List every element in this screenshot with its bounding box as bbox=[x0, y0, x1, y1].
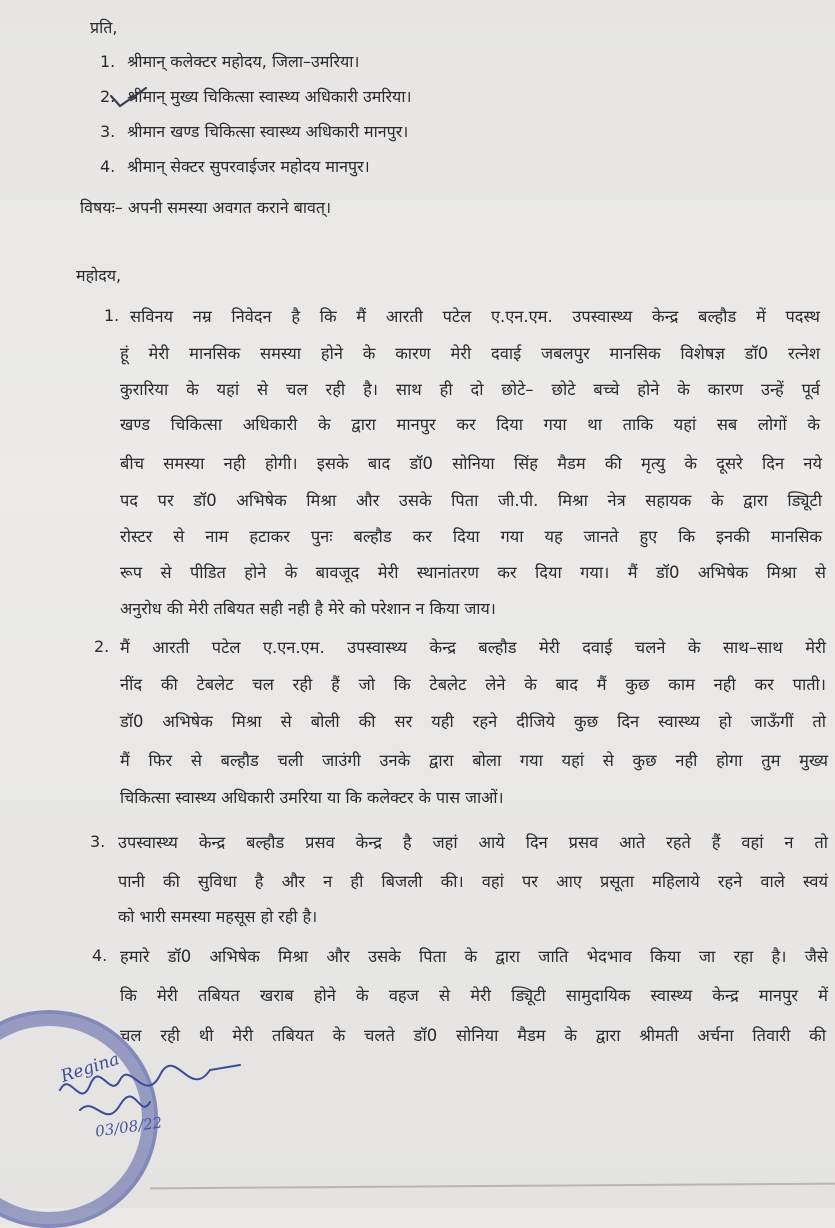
subject-line: विषयः– अपनी समस्या अवगत कराने बावत्। bbox=[80, 198, 332, 217]
paragraph-line: कुरारिया के यहां से चल रही है। साथ ही दो छोटे– छोटे बच्चे होने के कारण उन्हें पूर्व bbox=[120, 380, 820, 399]
recipient-3 bbox=[100, 120, 408, 142]
paragraph-line: मैं आरती पटेल ए.एन.एम. उपस्वास्थ्य केन्द्र बल्हौड मेरी दवाई चलने के साथ–साथ मेरी bbox=[120, 638, 826, 657]
paragraph-line: चिकित्सा स्वास्थ्य अधिकारी उमरिया या कि कलेक्टर के पास जाओं। bbox=[120, 788, 504, 807]
checkmark-icon bbox=[108, 84, 148, 110]
page-edge-shadow bbox=[150, 1183, 835, 1190]
to-label: प्रति, bbox=[90, 18, 118, 37]
paragraph-line: को भारी समस्या महसूस हो रही है। bbox=[118, 907, 318, 926]
paragraph-number: 3. bbox=[90, 832, 106, 851]
recipient-text: श्रीमान खण्ड चिकित्सा स्वास्थ्य अधिकारी मानपुर। bbox=[127, 122, 409, 141]
paragraph-line: चल रही थी मेरी तबियत के चलते डॉ0 सोनिया मैडम के द्वारा श्रीमती अर्चना तिवारी की bbox=[120, 1026, 826, 1045]
paragraph-line: कि मेरी तबियत खराब होने के वहज से मेरी ड्यिूटी सामुदायिक स्वास्थ्य केन्द्र मानपुर में bbox=[120, 986, 828, 1005]
paragraph-line: हमारे डॉ0 अभिषेक मिश्रा और उसके पिता के द्वारा जाति भेदभाव किया जा रहा है। जैसे bbox=[120, 947, 828, 966]
paragraph-line: डॉ0 अभिषेक मिश्रा से बोली की सर यही रहने दीजिये कुछ दिन स्वास्थ्य हो जाऊँगीं तो bbox=[120, 712, 826, 731]
recipient-4 bbox=[100, 155, 370, 177]
recipient-number: 3. bbox=[100, 122, 116, 141]
paragraph-number: 1. bbox=[104, 306, 120, 325]
paragraph-number: 4. bbox=[92, 946, 108, 965]
salutation: महोदय, bbox=[76, 266, 122, 285]
paragraph-line: खण्ड चिकित्सा अधिकारी के द्वारा मानपुर कर दिया गया था ताकि यहां सब लोगों के bbox=[120, 415, 820, 434]
recipient-number: 4. bbox=[100, 157, 116, 176]
paragraph-line: अनुरोध की मेरी तबियत सही नही है मेरे को परेशान न किया जाय। bbox=[120, 599, 496, 618]
paragraph-line: पानी की सुविधा है और न ही बिजली की। वहां पर आए प्रसूता महिलाये रहने वाले स्वयं bbox=[118, 872, 828, 891]
paragraph-line: बीच समस्या नही होगी। इसके बाद डॉ0 सोनिया सिंह मैडम की मृत्यु के दूसरे दिन नये bbox=[120, 454, 822, 473]
paragraph-line: रोस्टर से नाम हटाकर पुनः बल्हौड कर दिया गया यह जानते हुए कि इनकी मानसिक bbox=[120, 527, 822, 546]
recipient-number: 2. bbox=[100, 87, 116, 106]
paragraph-number: 2. bbox=[94, 637, 110, 656]
handwritten-note: Regina bbox=[58, 1049, 122, 1087]
recipient-number: 1. bbox=[100, 52, 116, 71]
paragraph-line: सविनय नम्र निवेदन है कि मैं आरती पटेल ए.एन.एम. उपस्वास्थ्य केन्द्र बल्हौड में पदस्थ bbox=[130, 307, 820, 326]
paragraph-line: पद पर डॉ0 अभिषेक मिश्रा और उसके पिता जी.पी. मिश्रा नेत्र सहायक के द्वारा ड्यिूटी bbox=[120, 491, 822, 510]
paragraph-line: उपस्वास्थ्य केन्द्र बल्हौड प्रसव केन्द्र है जहां आये दिन प्रसव आते रहते हैं वहां न तो bbox=[118, 833, 828, 852]
recipient-text: श्रीमान् मुख्य चिकित्सा स्वास्थ्य अधिकारी उमरिया। bbox=[127, 87, 412, 106]
paragraph-line: मैं फिर से बल्हौड चली जाउंगी उनके द्वारा बोला गया यहां से कुछ नही होगा तुम मुख्य bbox=[120, 751, 828, 770]
paragraph-line: रूप से पीडित होने के बावजूद मेरी स्थानांतरण कर दिया गया। मैं डॉ0 अभिषेक मिश्रा से bbox=[120, 563, 826, 582]
recipient-text: श्रीमान् कलेक्टर महोदय, जिला–उमरिया। bbox=[127, 52, 360, 71]
recipient-text: श्रीमान् सेक्टर सुपरवाईजर महोदय मानपुर। bbox=[127, 157, 370, 176]
handwritten-date: 03/08/22 bbox=[94, 1113, 164, 1141]
paragraph-line: नींद की टेबलेट चल रही हैं जो कि टेबलेट लेने के बाद मैं कुछ काम नही कर पाती। bbox=[120, 675, 826, 694]
paragraph-line: हूं मेरी मानसिक समस्या होने के कारण मेरी दवाई जबलपुर मानसिक विशेषज्ञ डॉ0 रत्नेश bbox=[120, 344, 820, 363]
recipient-1 bbox=[100, 50, 359, 72]
